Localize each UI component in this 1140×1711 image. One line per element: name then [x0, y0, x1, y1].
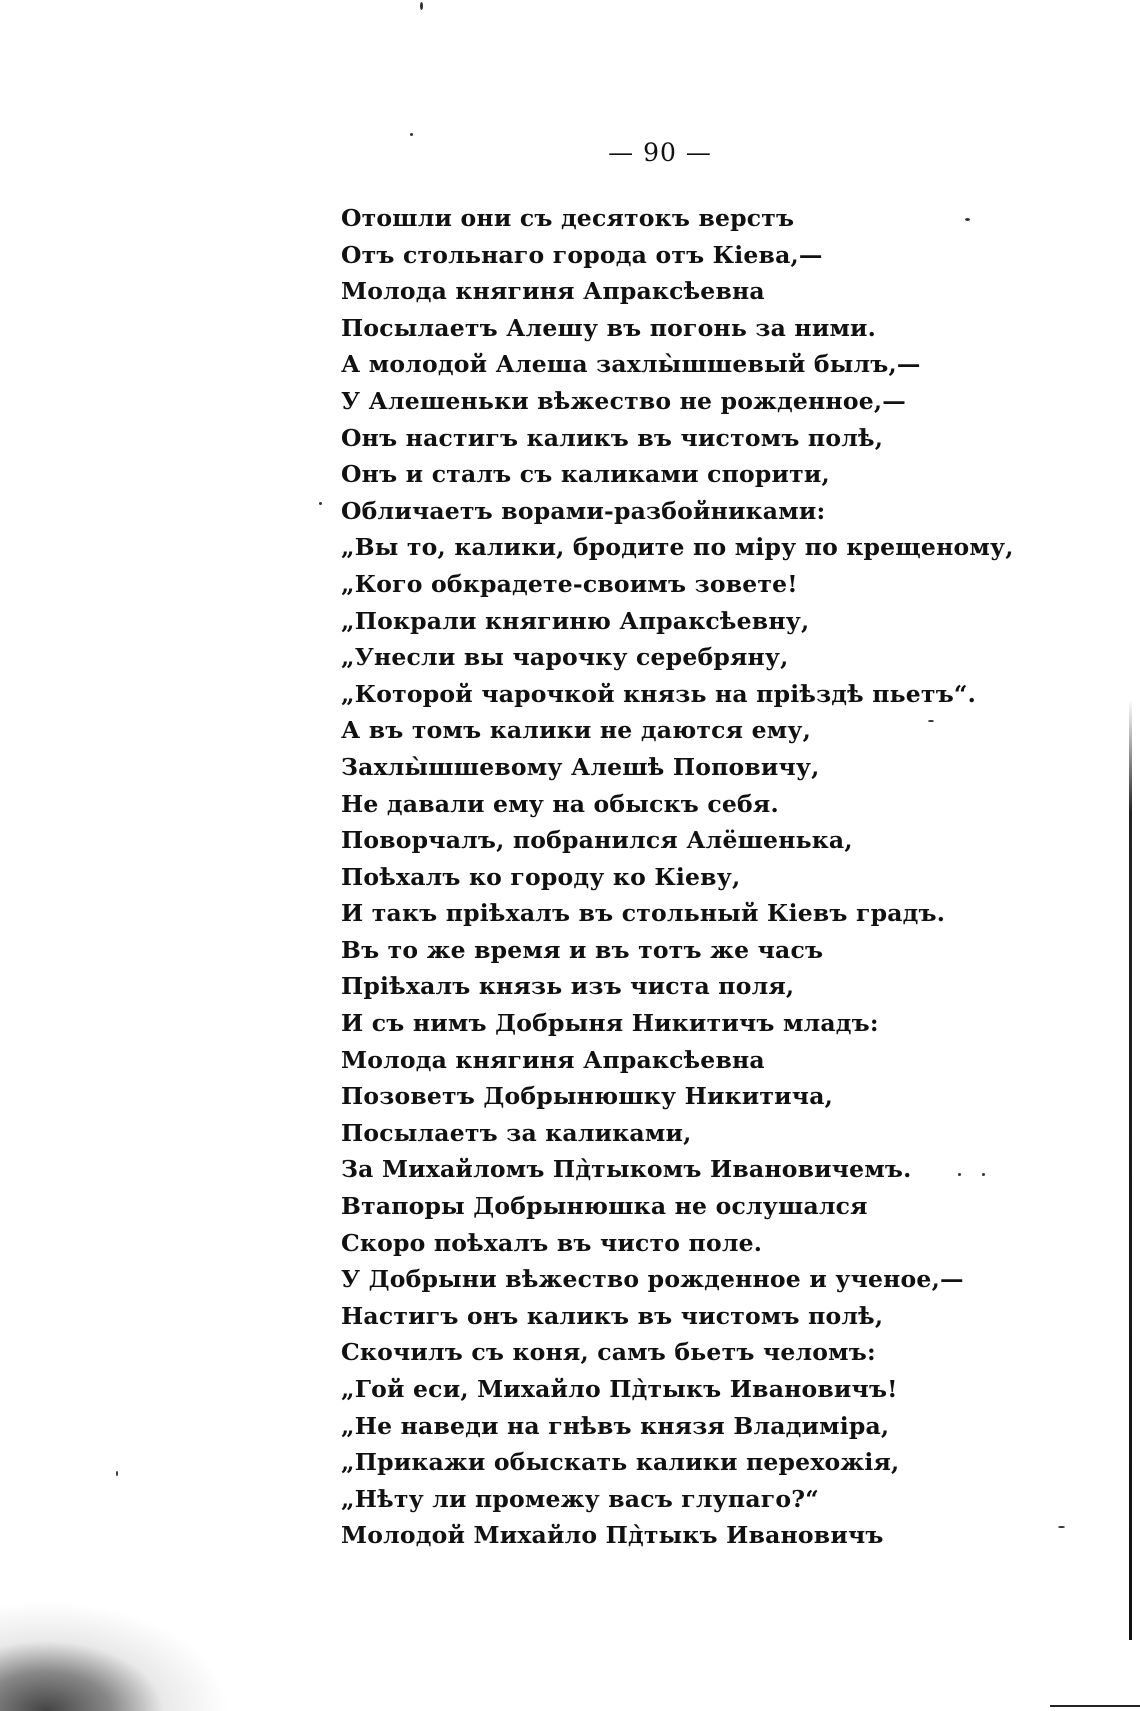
verse-line: Онъ настигъ каликъ въ чистомъ полѣ, — [341, 423, 884, 452]
verse-line: Поѣхалъ ко городу ко Кіеву, — [341, 862, 741, 891]
scan-speck — [928, 720, 934, 722]
verse-line: „Не наведи на гнѣвъ князя Владиміра, — [341, 1411, 890, 1440]
verse-line: Отошли они съ десятокъ верстъ — [341, 204, 795, 232]
scan-speck — [116, 1471, 118, 1476]
verse-line: А въ томъ калики не даются ему, — [341, 716, 812, 745]
verse-line: У Алешеньки вѣжество не рожденное,— — [341, 386, 906, 415]
verse-line: Скочилъ съ коня, самъ бьетъ челомъ: — [341, 1338, 876, 1367]
verse-line: Въ то же время и въ тотъ же часъ — [341, 935, 824, 964]
scan-edge-shadow — [0, 1601, 230, 1711]
scan-speck — [420, 2, 423, 10]
scan-speck — [965, 218, 970, 221]
verse-block — [341, 200, 1121, 1554]
verse-line: Молода княгиня Апраксѣевна — [341, 1045, 765, 1074]
verse-line: Не давали ему на обыскъ себя. — [341, 789, 779, 818]
verse-line: Настигъ онъ каликъ въ чистомъ полѣ, — [341, 1301, 884, 1330]
verse-line: Поворчалъ, побранился Алёшенька, — [341, 826, 853, 855]
verse-line: „Нѣту ли промежу васъ глупаго?“ — [341, 1484, 819, 1513]
scan-speck — [319, 502, 322, 505]
verse-line: „Унесли вы чарочку серебряну, — [341, 643, 789, 672]
verse-line: Онъ и сталъ съ каликами спорити, — [341, 460, 830, 489]
verse-line: Скоро поѣхалъ въ чисто поле. — [341, 1228, 763, 1257]
verse-line: „Покрали княгиню Апраксѣевну, — [341, 606, 810, 635]
verse-line: Посылаетъ за каликами, — [341, 1118, 692, 1147]
verse-line: Отъ стольнаго города отъ Кіева,— — [341, 240, 823, 269]
verse-line: Молодой Михайло Пд̀тыкъ Ивановичъ — [341, 1521, 884, 1550]
verse-line: „Гой еси, Михайло Пд̀тыкъ Ивановичъ! — [341, 1375, 898, 1403]
verse-line: Посылаетъ Алешу въ погонь за ними. — [341, 313, 877, 342]
verse-line: Позоветъ Добрынюшку Никитича, — [341, 1082, 834, 1111]
verse-line: „Прикажи обыскать калики перехожія, — [341, 1448, 900, 1477]
scan-speck — [410, 133, 413, 136]
verse-line: Втапоры Добрынюшка не ослушался — [341, 1192, 868, 1221]
scan-speck — [982, 1173, 985, 1176]
scan-speck — [1058, 1526, 1065, 1528]
verse-line: „Кого обкрадете-своимъ зовете! — [341, 569, 798, 598]
verse-line: „Вы то, калики, бродите по міру по крещеному, — [341, 533, 1014, 562]
verse-line: А молодой Алеша захлы̀шшевый былъ,— — [341, 350, 921, 379]
verse-line: Обличаетъ ворами-разбойниками: — [341, 496, 826, 525]
scan-speck — [958, 1173, 961, 1176]
verse-line: Пріѣхалъ князь изъ чиста поля, — [341, 972, 795, 1001]
scan-bottom-line — [1050, 1705, 1140, 1707]
verse-line: За Михайломъ Пд̀тыкомъ Ивановичемъ. — [341, 1155, 912, 1184]
verse-line: „Которой чарочкой князь на пріѣздѣ пьетъ“. — [341, 679, 977, 708]
verse-line: Захлы̀шшевому Алешѣ Поповичу, — [341, 752, 820, 781]
verse-line: Молода княгиня Апраксѣевна — [341, 277, 765, 306]
verse-line: И съ нимъ Добрыня Никитичъ младъ: — [341, 1009, 879, 1038]
page-number: — 90 — — [608, 138, 712, 167]
verse-line: У Добрыни вѣжество рожденное и ученое,— — [341, 1265, 964, 1294]
scan-edge-line — [1129, 700, 1132, 1640]
verse-line: И такъ пріѣхалъ въ стольный Кіевъ градъ. — [341, 899, 946, 928]
